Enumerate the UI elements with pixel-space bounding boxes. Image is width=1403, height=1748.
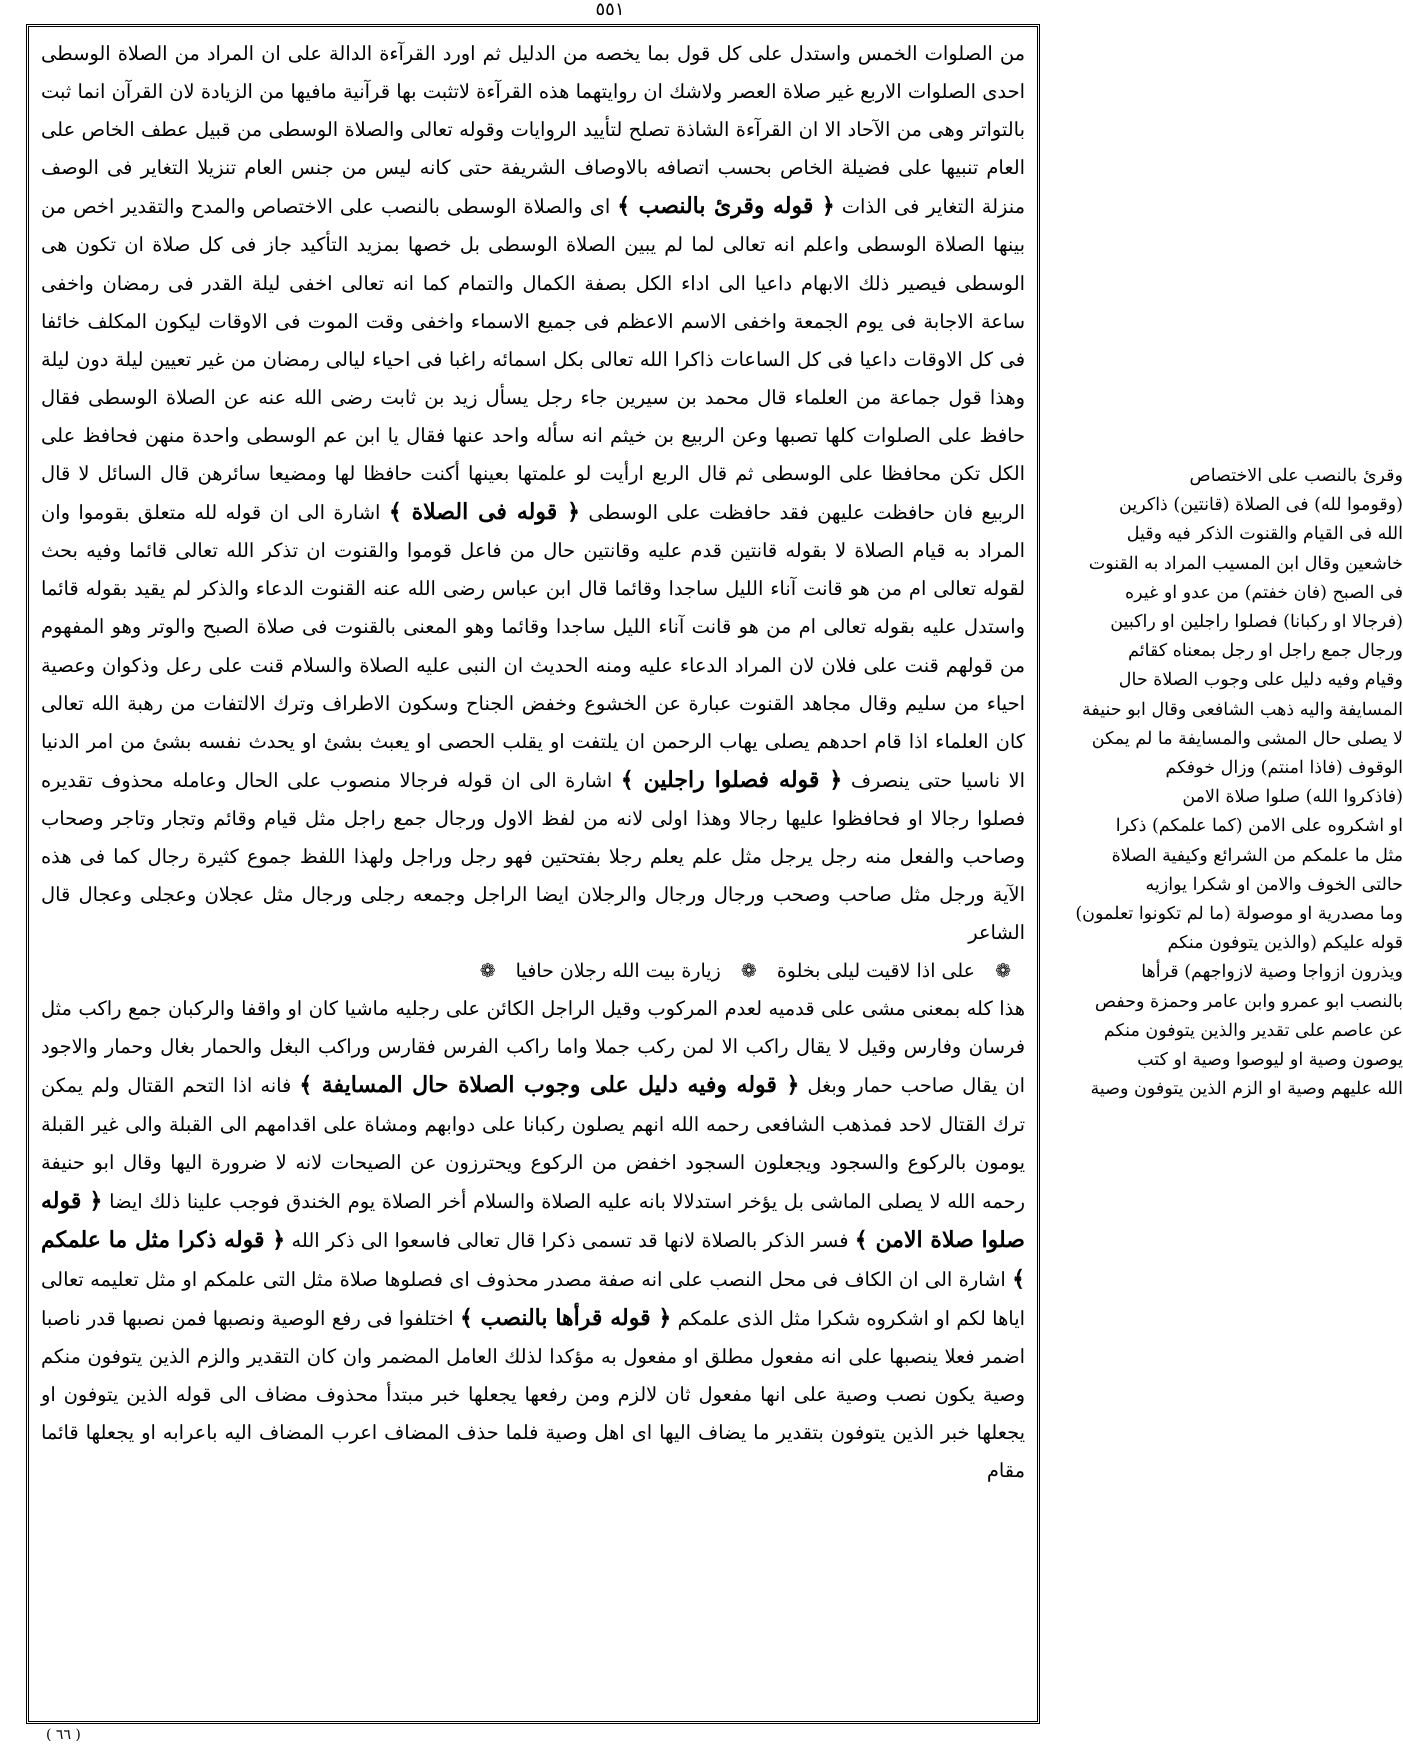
paragraph-text: اشارة الى ان الكاف فى محل النصب على انه صفة مصدر محذوف اى فصلوها صلاة مثل التى علمكم او مثل تعليمه تعالى اياها لكم او اشكروه شكرا مثل الذى علمكم [41, 1267, 1025, 1330]
poetry-verse [41, 952, 1025, 990]
margin-line: يوصون وصية او ليوصوا وصية او كتب [1137, 1050, 1403, 1071]
margin-line: وقيام وفيه دليل على وجوب الصلاة حال [1118, 670, 1403, 691]
margin-line: وما مصدرية او موصولة (ما لم تكونوا تعلمون) [1075, 904, 1403, 925]
margin-line: بالنصب ابو عمرو وابن عامر وحمزة وحفص [1094, 991, 1403, 1012]
margin-line: او اشكروه على الامن (كما علمكم) ذكرا [1115, 816, 1403, 837]
margin-line: (فاذكروا الله) صلوا صلاة الامن [1182, 787, 1403, 808]
page-number: ٥٥١ [595, 0, 625, 20]
margin-text [1055, 462, 1403, 1104]
footer-signature-mark: ( ٦٦ ) [46, 1727, 81, 1743]
paragraph-text: هذا كله بمعنى مشى على قدميه لعدم المركوب وقيل الراجل الكائن على رجليه ماشيا كان او واقفا والركبان جمع راكب مثل فرسان وفارس وقيل لا يقال راكب الا لمن ركب جملا واما راكب الفرس فقارس وراكب البغل والحمار بغال وحمار والاجود ان يقال صاحب حمار وبغل [41, 997, 1025, 1098]
paragraph-text: فسر الذكر بالصلاة لانها قد تسمى ذكرا قال تعالى فاسعوا الى ذكر الله [291, 1228, 849, 1252]
quote-marker: ﴿ قوله وفيه دليل على وجوب الصلاة حال المسايفة ﴾ [299, 1072, 800, 1099]
margin-line: لا يصلى حال المشى والمسايفة ما لم يمكن [1091, 728, 1403, 749]
paragraph-text: فانه اذا التحم القتال ولم يمكن ترك القتال لاحد فمذهب الشافعى رحمه الله انهم يصلون ركبانا على دوابهم ومشاة على اقدامهم الى القبلة والى غير القبلة يومون بالركوع والسجود ويجعلون السجود اخفض من الركوع ويحترزون عن الصيحات لانه لا ضرورة اليها وقال ابو حنيفة رحمه الله لا يصلى الماشى بل يؤخر استدلالا بانه عليه الصلاة والسلام أخر الصلاة يوم الخندق فوجب علينا ذلك ايضا [41, 1074, 1025, 1213]
quote-marker: ﴿ قوله قرأها بالنصب ﴾ [459, 1305, 672, 1331]
margin-line: عن عاصم على تقدير والذين يتوفون منكم [1103, 1020, 1403, 1041]
verse-first-hemistich: على اذا لاقيت ليلى بخلوة [776, 960, 976, 983]
commentary-text [41, 35, 1025, 1490]
margin-line: قوله عليكم (والذين يتوفون منكم [1167, 933, 1403, 954]
margin-line: المسايفة واليه ذهب الشافعى وقال ابو حنيفة [1081, 699, 1403, 720]
margin-line: (فرجالا او ركبانا) فصلوا راجلين او راكبين [1110, 612, 1403, 633]
quote-marker: ﴿ قوله فى الصلاة ﴾ [388, 499, 580, 526]
paragraph-text: من الصلوات الخمس واستدل على كل قول بما يخصه من الدليل ثم اورد القرآءة الدالة على ان المراد من الصلاة الوسطى احدى الصلوات الاربع غير صلاة العصر ولاشك ان روايتهما هذه القرآءة لاتثبت بها قرآنية مافيها من الزيادة لان القرآن انما ثبت بالتواتر وهى من الآحاد الا ان القرآءة الشاذة تصلح لتأييد الروايات وقوله تعالى والصلاة الوسطى من قبيل عطف الخاص على العام تنبيها على فضيلة الخاص بحسب اتصافه بالاوصاف الشريفة حتى كانه ليس من جنس العام تنزيلا التغاير فى الوصف منزلة التغاير فى الذات [41, 42, 1025, 219]
margin-line: الله عليهم وصية او الزم الذين يتوفون وصية [1090, 1079, 1403, 1100]
margin-line: ورجال جمع راجل او رجل بمعناه كقائم [1128, 641, 1403, 662]
verse-second-hemistich: زيارة بيت الله رجلان حافيا [515, 960, 721, 983]
commentary-frame [26, 24, 1040, 1724]
paragraph-text: اشارة الى ان قوله فرجالا منصوب على الحال وعامله محذوف تقديره فصلوا رجالا او فحافظوا عليها رجالا وهذا اولى لانه من لفظ الاول ورجال جمع راجل مثل قيام وقائم وتجار وتاجر وصحاب وصاحب والفعل منه رجل يرجل مثل علم يعلم رجلا بفتحتين فهو رجل وراجل ولهذا اللفظ جموع كثيرة رجال كما فى هذه الآية ورجل مثل صاحب وصحب ورجال ورجال والرجلان ايضا الراجل وجمعه رجلى ورجال مثل عجلان وعجلى وعجال قال الشاعر [41, 768, 1025, 945]
quote-marker: ﴿ قوله صلوا صلاة الامن ﴾ [41, 1187, 1025, 1253]
quote-marker: ﴿ قوله فصلوا راجلين ﴾ [620, 766, 843, 793]
paragraph-text: اى والصلاة الوسطى بالنصب على الاختصاص والمدح والتقدير اخص من بينها الصلاة الوسطى واعلم انه تعالى لما لم يبين الصلاة الوسطى بل خصها بمزيد التأكيد جاز فى كل صلاة ان تكون هى الوسطى فيصير ذلك الابهام داعيا الى اداء الكل بصفة الكمال والتمام كما انه تعالى اخفى ليلة القدر فى رمضان واخفى ساعة الاجابة فى يوم الجمعة واخفى الاسم الاعظم فى جميع الاسماء واخفى وقت الموت فى الاوقات ليكون المكلف خائفا فى كل الاوقات داعيا فى كل الساعات ذاكرا الله تعالى بكل اسمائه راغبا فى احياء ليالى رمضان من غير تعيين ليلة دون ليلة وهذا قول جماعة من العلماء قال محمد بن سيرين جاء رجل يسأل زيد بن ثابت رضى الله عنه عن الصلاة الوسطى فقال حافظ على الصلوات كلها تصبها وعن الربيع بن خيثم انه سأله واحد عنها فقال يا ابن عم الوسطى واحدة منهن فحافظ على الكل تكن محافظا على الوسطى ثم قال الربع ارأيت لو علمتها بعينها أكنت حافظا لها ومضيعا سائرهن قال السائل لا قال الربيع فان حافظت عليهن فقد حافظت على الوسطى [41, 195, 1025, 525]
ornament-icon: ❁ [995, 960, 1011, 983]
margin-line: حالتى الخوف والامن او شكرا يوازيه [1145, 874, 1403, 895]
margin-line: خاشعين وقال ابن المسيب المراد به القنوت [1088, 553, 1403, 574]
margin-line: فى الصبح (فان خفتم) من عدو او غيره [1125, 582, 1403, 603]
margin-line: الله فى القيام والقنوت الذكر فيه وقيل [1126, 524, 1403, 545]
margin-line: ويذرون ازواجا وصية لازواجهم) قرأها [1141, 962, 1403, 983]
commentary-paragraph [41, 990, 1025, 1490]
ornament-icon: ❁ [479, 960, 496, 983]
commentary-paragraph [41, 35, 1025, 952]
margin-line: الوقوف (فاذا امنتم) وزال خوفكم [1165, 758, 1403, 779]
paragraph-text: اشارة الى ان قوله لله متعلق بقوموا وان المراد به قيام الصلاة لا بقوله قانتين قدم عليه وقانتين حال من فاعل قوموا والقنوت ان تذكر الله تعالى قائما وفيه بحث لقوله تعالى ام من هو قانت آناء الليل ساجدا وقائما قال ابن عباس رضى الله عنه القنوت الدعاء والذكر لم يقيد بقوله قائما واستدل عليه بقوله تعالى ام من هو قانت آناء الليل ساجدا وقائما وهو المعنى بالقنوت فى صلاة الصبح والوتر وهو المفهوم من قولهم قنت على فلان لان المراد الدعاء عليه ومنه الحديث ان النبى عليه الصلاة والسلام قنت على رعل وذكوان وعصية احياء من سليم وقال مجاهد القنوت عبارة عن الخشوع وخفض الجناح وسكون الاطراف وترك الالتفات من رهبة الله تعالى كان العلماء اذا قام احدهم يصلى يهاب الرحمن ان يلتفت او يقلب الحصى او يعبث بشئ او يحدث نفسه بشئ من امر الدنيا الا ناسيا حتى ينصرف [41, 501, 1025, 792]
margin-line: وقرئ بالنصب على الاختصاص [1189, 466, 1403, 486]
paragraph-text: اختلفوا فى رفع الوصية ونصبها فمن نصبها قدر ناصبا اضمر فعلا ينصبها على انه مفعول مطلق او مفعول به مؤكدا لذلك العامل المضمر وان كان التقدير والزم الذين يتوفون منكم وصية يكون نصب وصية على انها مفعول ثان لالزم ومن رفعها يجعلها خبر مبتدأ محذوف مضاف الى قوله الذين يتوفون او يجعلها خبر الذين يتوفون بتقدير ما يضاف اليها اى اهل وصية فلما حذف المضاف اعرب المضاف اليه باعرابه او يجعلها قائما مقام [41, 1307, 1025, 1483]
margin-line: مثل ما علمكم من الشرائع وكيفية الصلاة [1111, 845, 1403, 866]
quote-marker: ﴿ قوله وقرئ بالنصب ﴾ [617, 193, 835, 220]
quote-marker: ﴿ قوله ذكرا مثل ما علمكم ﴾ [41, 1226, 1025, 1292]
margin-line: (وقوموا لله) فى الصلاة (قانتين) ذاكرين [1119, 495, 1403, 516]
ornament-icon: ❁ [740, 960, 757, 983]
margin-text-column [1040, 462, 1403, 1100]
